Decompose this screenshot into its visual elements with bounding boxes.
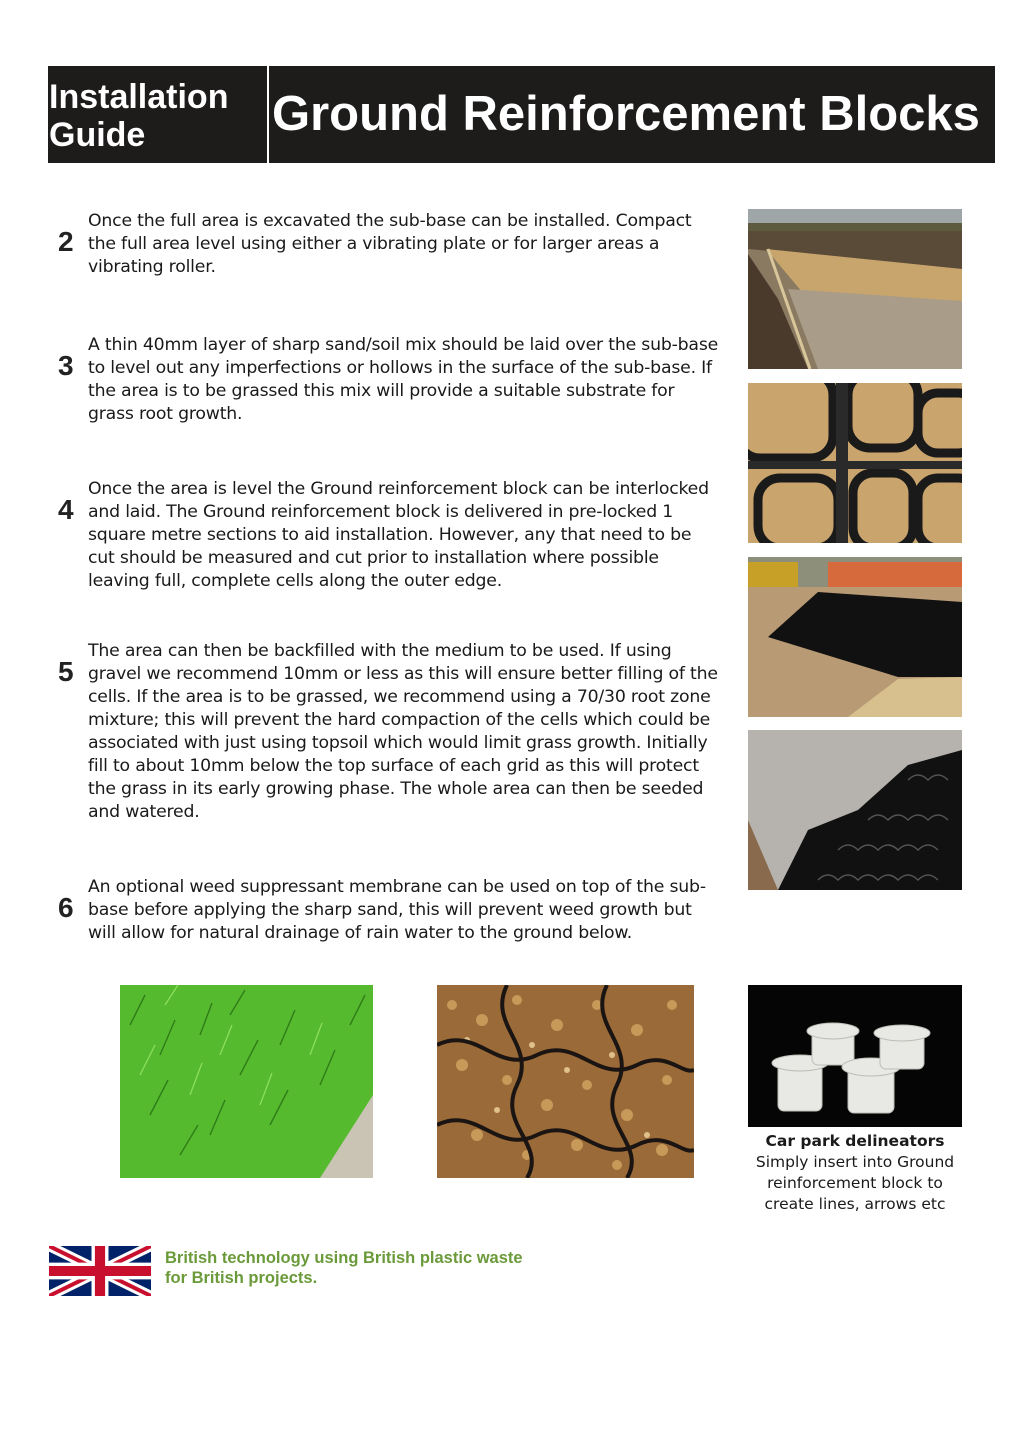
- step-text: Once the full area is excavated the sub-base can be installed. Compact the full area level using either a vibrating plate or for larger areas a vibrating roller.: [88, 211, 692, 277]
- union-jack-flag-icon: [49, 1246, 151, 1296]
- step-number: 3: [58, 350, 74, 381]
- step-text: Once the area is level the Ground reinforcement block can be interlocked and laid. The Ground reinforcement block is delivered in pre-locked 1 square metre sections to aid installation. However, any that need to be cut should be measured and cut prior to installation where possible leaving full, complete cells along the outer edge.: [88, 479, 709, 591]
- step-number: 2: [58, 226, 74, 257]
- delineators-text: Simply insert into Ground reinforcement block to create lines, arrows etc: [755, 1153, 955, 1213]
- step-number: 4: [58, 494, 74, 525]
- delineators-title: Car park delineators: [765, 1132, 945, 1150]
- step-text: An optional weed suppressant membrane can be used on top of the sub-base before applying the sharp sand, this will prevent weed growth but will allow for natural drainage of rain water to the ground below.: [88, 877, 706, 943]
- blocks-closeup-photo: [748, 383, 962, 543]
- delineators-caption: [748, 1131, 962, 1215]
- delineators-photo: [748, 985, 962, 1127]
- british-tagline: British technology using British plastic waste for British projects.: [165, 1249, 523, 1287]
- step-number: 6: [58, 892, 74, 923]
- gravel-grid-photo: [437, 985, 694, 1178]
- page-title: Ground Reinforcement Blocks: [272, 87, 980, 141]
- step-text: A thin 40mm layer of sharp sand/soil mix should be laid over the sub-base to level out any imperfections or hollows in the surface of the sub-base. If the area is to be grassed this mix will provide a suitable substrate for grass root growth.: [88, 335, 719, 424]
- gravel-fill-photo: [748, 730, 962, 890]
- step-number: 5: [58, 656, 74, 687]
- laid-grid-photo: [748, 557, 962, 717]
- installation-guide-label: Installation Guide: [48, 66, 269, 163]
- page-header: [48, 66, 995, 163]
- step-text: The area can then be backfilled with the medium to be used. If using gravel we recommend 10mm or less as this will ensure better filling of the cells. If the area is to be grassed, we recommend using a 70/30 root zone mixture; this will prevent the hard compaction of the cells which could be associated with just using topsoil which would limit grass growth. Initially fill to about 10mm below the top surface of each grid as this will protect the grass in its early growing phase. The whole area can then be seeded and watered.: [88, 641, 718, 822]
- grass-photo: [120, 985, 373, 1178]
- sub-base-photo: [748, 209, 962, 369]
